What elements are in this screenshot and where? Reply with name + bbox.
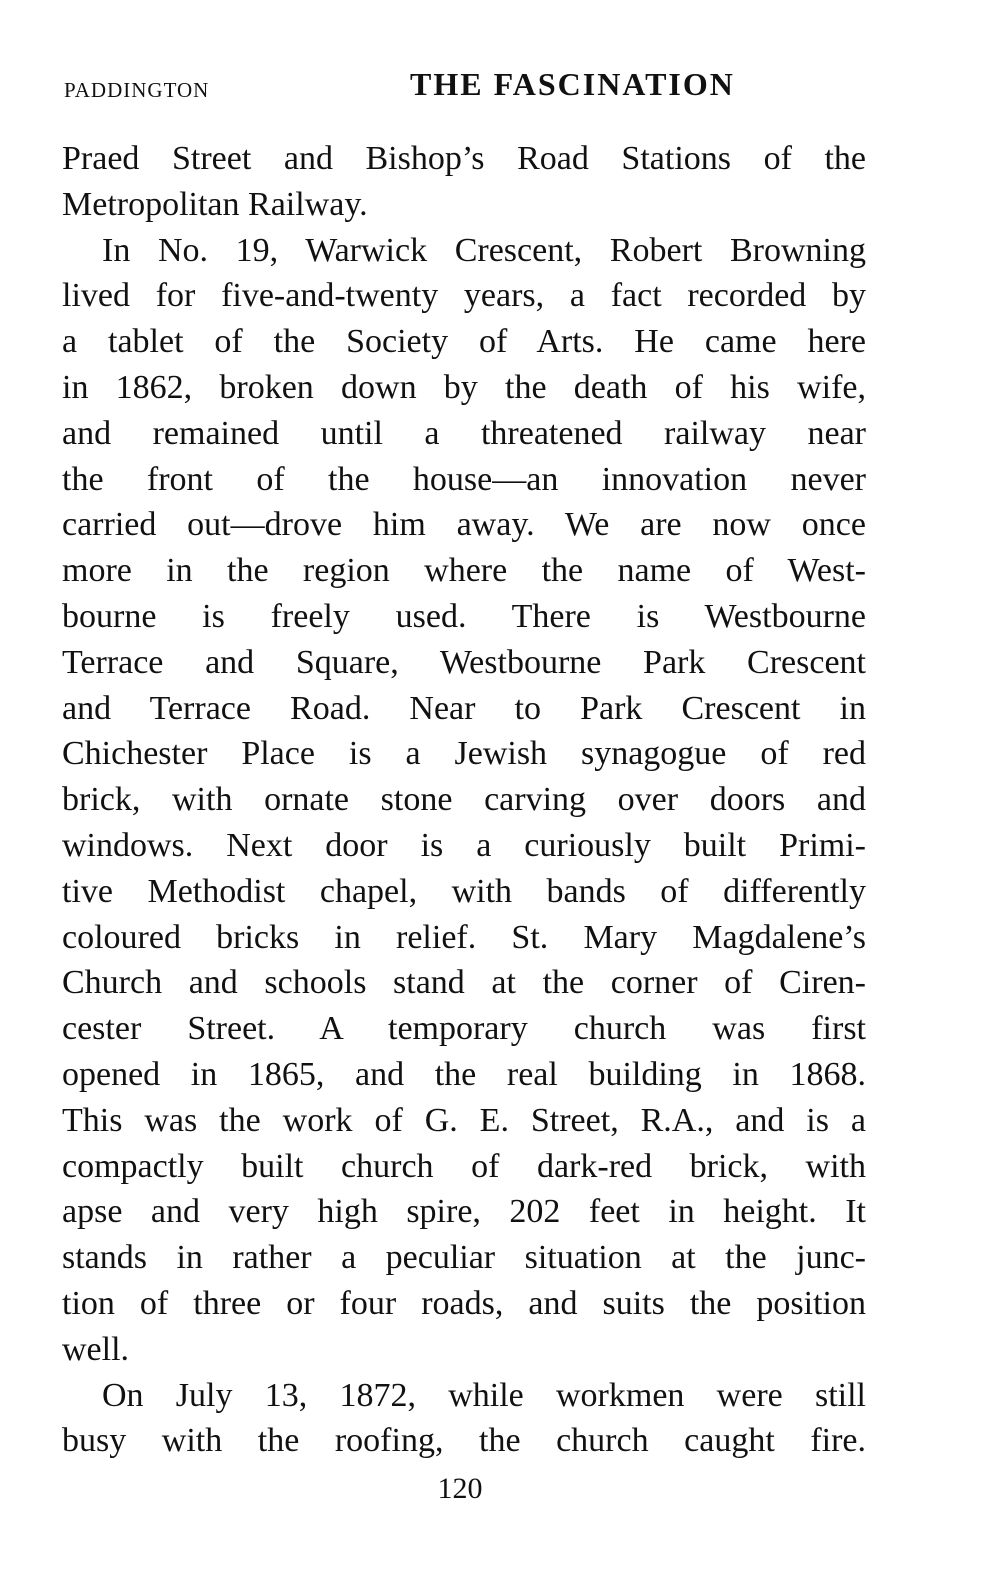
text-line: well.	[62, 1330, 130, 1368]
text-line: brick, with ornate stone carving over doors and	[62, 781, 866, 819]
text-line: In No. 19, Warwick Crescent, Robert Browning	[102, 231, 866, 269]
text-line: coloured bricks in relief. St. Mary Magdalene’s	[62, 918, 866, 956]
text-line: tive Methodist chapel, with bands of differently	[62, 872, 866, 910]
text-line: more in the region where the name of West-	[62, 552, 866, 590]
text-line: windows. Next door is a curiously built Primi-	[62, 826, 866, 864]
text-line: Church and schools stand at the corner of Ciren-	[62, 964, 866, 1002]
text-line: busy with the roofing, the church caught fire.	[62, 1422, 866, 1460]
text-line: carried out—drove him away. We are now once	[62, 506, 866, 544]
text-line: and Terrace Road. Near to Park Crescent in	[62, 689, 866, 727]
text-line: the front of the house—an innovation never	[62, 460, 866, 498]
text-line: Chichester Place is a Jewish synagogue of red	[62, 735, 866, 773]
page-number: 120	[437, 1472, 483, 1505]
text-line: in 1862, broken down by the death of his wife,	[62, 368, 866, 406]
text-line: Metropolitan Railway.	[62, 185, 368, 223]
text-line: opened in 1865, and the real building in 1868.	[62, 1055, 866, 1093]
text-line: apse and very high spire, 202 feet in height. It	[62, 1193, 866, 1231]
text-line: stands in rather a peculiar situation at the junc-	[62, 1239, 866, 1277]
text-line: This was the work of G. E. Street, R.A., and is a	[62, 1101, 866, 1139]
text-line: tion of three or four roads, and suits the position	[62, 1284, 866, 1322]
body-text	[62, 136, 866, 1464]
running-head-section: PADDINGTON	[64, 78, 210, 102]
text-line: Praed Street and Bishop’s Road Stations of the	[62, 140, 866, 177]
text-line: Terrace and Square, Westbourne Park Crescent	[62, 643, 866, 681]
text-line: cester Street. A temporary church was first	[62, 1010, 866, 1048]
text-line: a tablet of the Society of Arts. He came here	[62, 323, 866, 361]
text-line: On July 13, 1872, while workmen were still	[102, 1376, 866, 1414]
text-line: compactly built church of dark-red brick, with	[62, 1147, 866, 1185]
running-head	[64, 66, 864, 116]
running-head-title: THE FASCINATION	[410, 66, 735, 102]
text-line: and remained until a threatened railway near	[62, 414, 866, 452]
text-line: lived for five-and-twenty years, a fact recorded by	[62, 277, 866, 315]
text-line: bourne is freely used. There is Westbourne	[62, 597, 866, 635]
